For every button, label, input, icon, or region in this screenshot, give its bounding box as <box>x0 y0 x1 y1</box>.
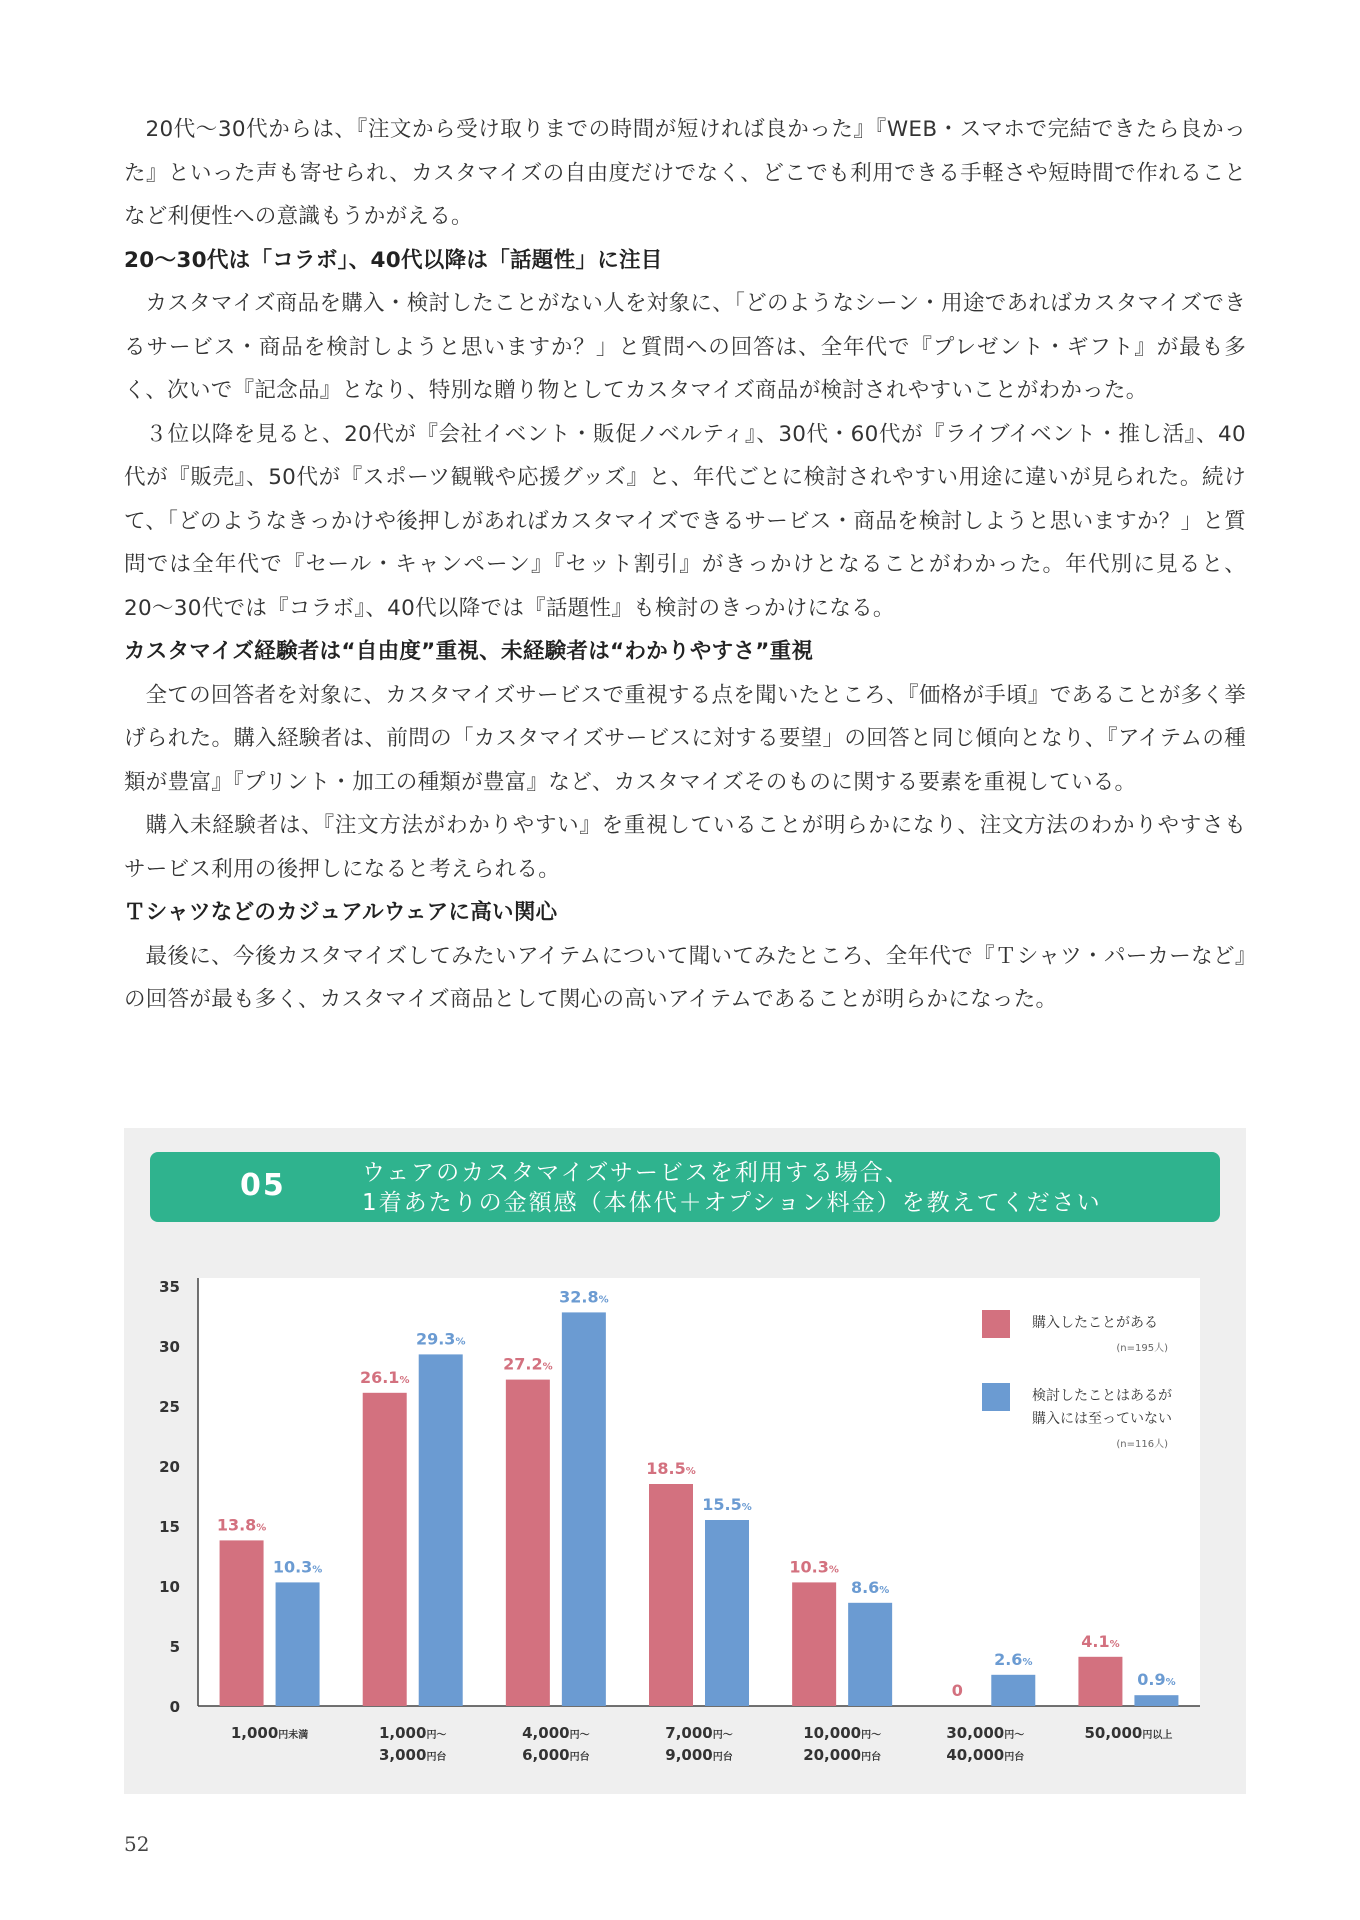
paragraph: ３位以降を見ると、20代が『会社イベント・販促ノベルティ』、30代・60代が『ライブイベント・推し活』、40代が『販売』、50代が『スポーツ観戦や応援グッズ』と、年代ごとに検討されやすい用途に違いが見られた。続けて、「どのようなきっかけや後押しがあればカスタマイズできるサービス・商品を検討しようと思いますか？」と質問では全年代で『セール・キャンペーン』『セット割引』がきっかけとなることがわかった。年代別に見ると、20〜30代では『コラボ』、40代以降では『話題性』も検討のきっかけになる。 <box>124 421 1246 621</box>
data-label: 0 <box>951 1681 963 1700</box>
x-tick-label: 30,000円〜 <box>946 1724 1025 1742</box>
legend-swatch-2 <box>982 1383 1010 1411</box>
x-tick-label: 1,000円未満 <box>230 1724 309 1742</box>
x-tick-label: 20,000円台 <box>803 1746 882 1764</box>
y-tick-label: 35 <box>159 1278 180 1296</box>
legend-label-line2: 購入には至っていない <box>1032 1411 1172 1427</box>
paragraph: 20代〜30代からは、『注文から受け取りまでの時間が短ければ良かった』『WEB・スマホで完結できたら良かった』といった声も寄せられ、カスタマイズの自由度だけでなく、どこでも利用できる手軽さや短時間で作れることなど利便性への意識もうかがえる。 <box>124 117 1246 229</box>
question-number: 05 <box>240 1168 286 1203</box>
y-tick-label: 15 <box>159 1518 180 1536</box>
bar-series-2 <box>705 1520 749 1706</box>
bar-series-2 <box>991 1675 1035 1706</box>
y-tick-label: 25 <box>159 1398 180 1416</box>
question-text <box>362 1158 1102 1218</box>
bar-series-2 <box>419 1354 463 1706</box>
paragraph: 購入未経験者は、『注文方法がわかりやすい』を重視していることが明らかになり、注文方法のわかりやすさもサービス利用の後押しになると考えられる。 <box>124 813 1246 882</box>
data-label: 27.2% <box>503 1354 553 1374</box>
data-label: 29.3% <box>415 1329 466 1349</box>
bar-series-2 <box>848 1603 892 1706</box>
data-label: 0.9% <box>1137 1670 1176 1690</box>
bar-series-2 <box>1134 1695 1178 1706</box>
data-label: 32.8% <box>559 1287 609 1307</box>
paragraph: 全ての回答者を対象に、カスタマイズサービスで重視する点を聞いたところ、『価格が手頃』であることが多く挙げられた。購入経験者は、前問の「カスタマイズサービスに対する要望」の回答と同じ傾向となり、『アイテムの種類が豊富』『プリント・加工の種類が豊富』など、カスタマイズそのものに関する要素を重視している。 <box>124 682 1246 795</box>
section-heading: カスタマイズ経験者は“自由度”重視、未経験者は“わかりやすさ”重視 <box>124 639 814 664</box>
x-tick-label: 1,000円〜 <box>378 1724 447 1742</box>
data-label: 18.5% <box>646 1459 696 1478</box>
question-banner <box>150 1152 1220 1222</box>
bar-series-2 <box>562 1312 606 1706</box>
x-tick-label: 4,000円〜 <box>522 1724 590 1742</box>
section-heading: 20〜30代は「コラボ」、40代以降は「話題性」に注目 <box>124 247 663 273</box>
bar-series-1 <box>220 1540 264 1706</box>
x-tick-label: 6,000円台 <box>522 1746 590 1764</box>
y-tick-label: 30 <box>159 1338 180 1356</box>
legend-label: 検討したことはあるが <box>1032 1388 1172 1404</box>
data-label: 2.6% <box>994 1649 1033 1669</box>
section-heading: Ｔシャツなどのカジュアルウェアに高い関心 <box>124 900 558 925</box>
article-body <box>124 108 1246 1022</box>
bar-series-1 <box>363 1393 407 1706</box>
legend-sample-size: (n=195人) <box>1116 1343 1168 1354</box>
paragraph: 最後に、今後カスタマイズしてみたいアイテムについて聞いてみたところ、全年代で『Ｔシャツ・パーカーなど』の回答が最も多く、カスタマイズ商品として関心の高いアイテムであることが明らかになった。 <box>124 943 1246 1012</box>
x-tick-label: 7,000円〜 <box>665 1724 733 1742</box>
y-tick-label: 20 <box>159 1458 180 1476</box>
survey-figure <box>124 1128 1246 1794</box>
page-number: 52 <box>124 1832 150 1856</box>
data-label: 4.1% <box>1081 1631 1120 1651</box>
legend-label: 購入したことがある <box>1032 1315 1158 1331</box>
bar-series-1 <box>649 1484 693 1706</box>
data-label: 10.3% <box>272 1557 323 1577</box>
data-label: 8.6% <box>850 1577 890 1597</box>
y-tick-label: 5 <box>169 1638 180 1656</box>
data-label: 15.5% <box>702 1495 752 1514</box>
legend-swatch-1 <box>982 1310 1010 1338</box>
bar-series-1 <box>506 1380 550 1706</box>
data-label: 26.1% <box>359 1367 410 1387</box>
bar-series-2 <box>276 1582 320 1706</box>
x-tick-label: 9,000円台 <box>665 1746 733 1764</box>
question-line-2: 1着あたりの金額感（本体代＋オプション料金）を教えてください <box>362 1190 1102 1216</box>
data-label: 13.8% <box>216 1515 267 1535</box>
question-line-1: ウェアのカスタマイズサービスを利用する場合、 <box>362 1160 910 1186</box>
plot-area <box>198 1278 1200 1706</box>
paragraph: カスタマイズ商品を購入・検討したことがない人を対象に、「どのようなシーン・用途であればカスタマイズできるサービス・商品を検討しようと思いますか？」と質問への回答は、全年代で『プレゼント・ギフト』が最も多く、次いで『記念品』となり、特別な贈り物としてカスタマイズ商品が検討されやすいことがわかった。 <box>124 291 1246 403</box>
x-tick-label: 40,000円台 <box>946 1746 1025 1764</box>
bar-chart <box>150 1278 1220 1772</box>
x-tick-label: 10,000円〜 <box>803 1724 882 1742</box>
x-tick-label: 3,000円台 <box>378 1746 447 1764</box>
y-tick-label: 0 <box>169 1698 180 1716</box>
data-label: 10.3% <box>789 1557 839 1577</box>
y-tick-label: 10 <box>159 1578 180 1596</box>
bar-series-1 <box>1078 1657 1122 1706</box>
chart-panel <box>150 1278 1220 1772</box>
x-tick-label: 50,000円以上 <box>1084 1724 1173 1742</box>
legend-sample-size: (n=116人) <box>1116 1439 1168 1450</box>
bar-series-1 <box>792 1582 836 1706</box>
